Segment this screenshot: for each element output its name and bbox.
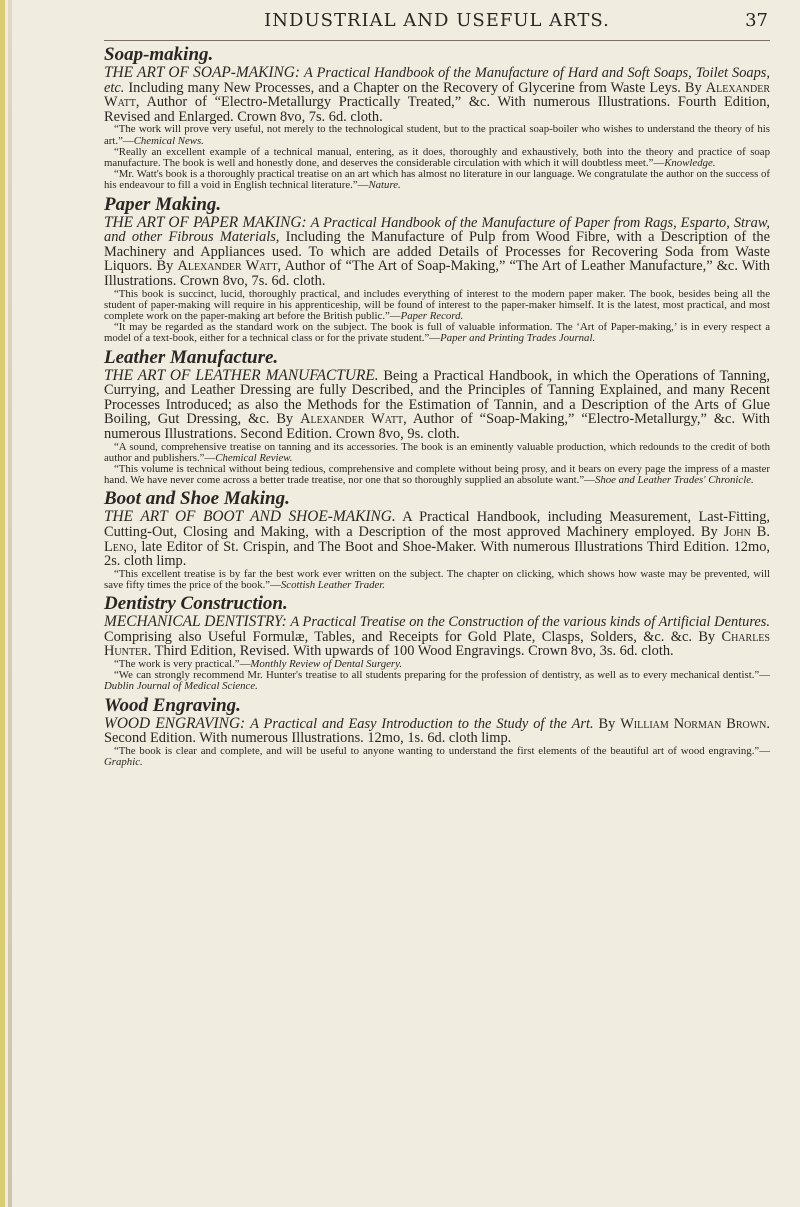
book-title: THE ART OF LEATHER MANUFACTURE. — [104, 366, 379, 384]
book-entry — [104, 66, 770, 124]
book-details: Author of “The Art of Soap-Making,” “The Art of Leather Manufacture,” &c. With Illustrations. Crown 8vo, 7s. 6d. cloth. — [104, 258, 770, 289]
book-entry — [104, 510, 770, 568]
review-text: “It may be regarded as the standard work on the subject. The book is full of valuable information. The ‘Art of Paper-making,’ is in every respect a model of a text-book, either for a technical class or for the private student.”— — [104, 321, 770, 345]
running-head — [104, 8, 770, 41]
book-author: Charles Hunter. — [104, 628, 770, 660]
book-gutter — [8, 0, 12, 1207]
review-quote — [104, 442, 770, 464]
review-source: Knowledge. — [664, 156, 716, 169]
review-source: Chemical Review. — [215, 451, 293, 464]
book-entry — [104, 213, 770, 289]
book-details: Second Edition. With numerous Illustrations. 12mo, 1s. 6d. cloth limp. — [104, 730, 512, 747]
book-description: A Practical Handbook, including Measurement, Last-Fitting, Cutting-Out, Closing and Making, with a Description of the most approved Machinery employed. By — [104, 509, 770, 540]
review-quote — [104, 124, 770, 146]
section-heading: Leather Manufacture. — [104, 346, 279, 368]
book-subtitle: A Practical Handbook of the Manufacture of Hard and Soft Soaps, Toilet Soaps, etc. — [104, 65, 770, 96]
book-details: late Editor of St. Crispin, and The Boot and Shoe-Maker. With numerous Illustrations Third Edition. 12mo, 2s. cloth limp. — [104, 538, 770, 570]
page-number: 37 — [745, 10, 768, 31]
book-author: Alexander Watt, — [104, 79, 770, 111]
book-title: MECHANICAL DENTISTRY: — [104, 613, 287, 631]
book-title: THE ART OF SOAP-MAKING: — [104, 64, 301, 81]
page-content — [104, 45, 770, 768]
book-author: John B. Leno, — [104, 523, 770, 555]
review-source: Paper Record. — [400, 309, 464, 322]
review-text: “Mr. Watt's book is a thoroughly practical treatise on an art which has almost no literature in our language. We congratulate the author on the success of his endeavour to fill a void in English technical literature.”— — [104, 168, 770, 192]
review-text: “A sound, comprehensive treatise on tanning and its accessories. The book is an eminently valuable production, which redounds to the credit of both author and publishers.”— — [104, 440, 770, 464]
book-page — [104, 0, 770, 1207]
book-description: Being a Practical Handbook, in which the Operations of Tanning, Currying, and Leather Dressing are fully Described, and the Principles of Tanning Explained, and many Recent Processes Introduced; as also the Methods for the Estimation of Tannin, and a Description of the Arts of Glue Boiling, Gut Dressing, &c. By — [104, 367, 771, 428]
review-quote — [104, 322, 770, 344]
review-quote — [104, 169, 770, 191]
review-quote — [104, 670, 770, 692]
review-source: Scottish Leather Trader. — [280, 578, 385, 591]
book-entry — [104, 366, 771, 442]
review-quote — [104, 746, 770, 768]
review-source: Monthly Review of Dental Surgery. — [250, 657, 403, 670]
review-quote — [104, 147, 770, 169]
book-title: THE ART OF PAPER MAKING: — [104, 213, 307, 231]
page-edge — [0, 0, 5, 1207]
review-quote — [104, 464, 770, 486]
book-subtitle: A Practical and Easy Introduction to the Study of the Art. — [250, 715, 594, 732]
review-text: “Really an excellent example of a technical manual, entering, as it does, thoroughly and exhaustively, both into the theory and practice of soap manufacture. The book is well and honestly done, and deserves the considerable circulation with which it will doubtless meet.”— — [104, 145, 770, 169]
section-heading: Soap-making. — [104, 44, 214, 65]
review-text: “This book is succinct, lucid, thoroughly practical, and includes everything of interest to the modern paper maker. The book, besides being all the student of paper-making will require in his apprenticeship, will be found of interest to the paper-maker himself. It is the latest, most practical, and most complete work on the paper-making art before the British public.”— — [104, 287, 770, 322]
book-title: THE ART OF BOOT AND SHOE-MAKING. — [104, 508, 396, 526]
review-source: Dublin Journal of Medical Science. — [104, 680, 258, 693]
section-heading: Wood Engraving. — [104, 694, 241, 716]
book-description: Including the Manufacture of Pulp from Wood Fibre, with a Description of the Machinery and Appliances used. To which are added Details of Processes for Recovering Soda from Waste Liquors. By — [104, 229, 770, 275]
section-heading: Boot and Shoe Making. — [104, 488, 290, 510]
review-text: “The work is very practical.”— — [114, 657, 251, 670]
book-entry — [104, 615, 770, 659]
review-source: Nature. — [368, 179, 401, 192]
book-title: WOOD ENGRAVING: — [104, 714, 246, 732]
review-quote — [104, 289, 770, 323]
book-subtitle: A Practical Treatise on the Construction of the various kinds of Artificial Dentures. — [290, 614, 770, 631]
review-source: Paper and Printing Trades Journal. — [440, 332, 596, 345]
section-heading: Dentistry Construction. — [104, 593, 288, 615]
review-text: “This excellent treatise is by far the best work ever written on the subject. The chapter on clicking, which shows how waste may be prevented, will save fifty times the price of the book.”— — [104, 567, 770, 591]
review-text: “We can strongly recommend Mr. Hunter's treatise to all students preparing for the profession of dentistry, as well as to every mechanical dentist.”— — [114, 669, 770, 682]
running-head-title: INDUSTRIAL AND USEFUL ARTS. — [264, 10, 610, 31]
review-text: “This volume is technical without being tedious, comprehensive and complete without being prosy, and it bears on every page the impress of a master hand. We have never come across a better trade treatise, nor one that so thoroughly supplied an absolute want.”— — [104, 462, 770, 487]
book-author: William Norman Brown. — [620, 715, 770, 732]
book-details: Author of “Soap-Making,” “Electro-Metallurgy,” &c. With numerous Illustrations. Second Edition. Crown 8vo, 9s. cloth. — [104, 411, 770, 442]
book-details: Author of “Electro-Metallurgy Practically Treated,” &c. With numerous Illustrations. Fourth Edition, Revised and Enlarged. Crown 8vo, 7s. 6d. cloth. — [104, 94, 770, 125]
book-subtitle: A Practical Handbook of the Manufacture of Paper from Rags, Esparto, Straw, and other Fibrous Materials, — [104, 214, 770, 246]
review-text: “The work will prove very useful, not merely to the technological student, but to the practical soap-boiler who wishes to understand the theory of his art.”— — [104, 123, 770, 147]
book-author: Alexander Watt, — [177, 258, 282, 275]
book-description: By — [598, 715, 616, 732]
book-author: Alexander Watt, — [300, 411, 407, 428]
review-source: Graphic. — [104, 755, 143, 768]
book-entry — [104, 714, 770, 747]
book-description: Comprising also Useful Formulæ, Tables, and Receipts for Gold Plate, Clasps, Solders, &c. &c. By — [104, 628, 716, 645]
review-source: Shoe and Leather Trades' Chronicle. — [594, 474, 754, 487]
section-heading: Paper Making. — [104, 193, 222, 215]
review-source: Chemical News. — [133, 134, 204, 147]
review-quote — [104, 569, 770, 591]
review-text: “The book is clear and complete, and will be useful to anyone wanting to understand the first elements of the beautiful art of wood engraving.”— — [114, 744, 770, 757]
book-description: Including many New Processes, and a Chapter on the Recovery of Glycerine from Waste Leys. By — [128, 79, 702, 96]
book-details: Third Edition, Revised. With upwards of 100 Wood Engravings. Crown 8vo, 3s. 6d. cloth. — [154, 643, 674, 660]
